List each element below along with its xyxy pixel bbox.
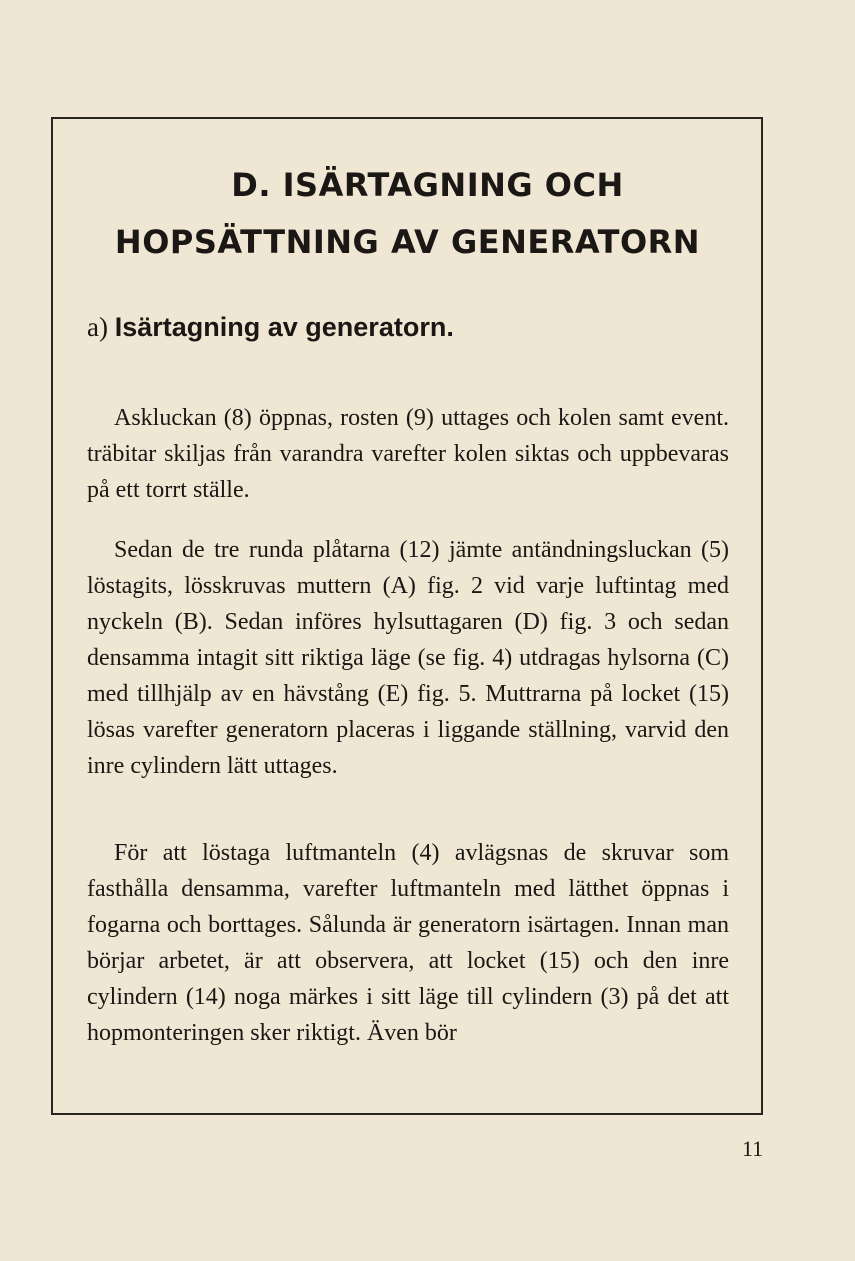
page-number: 11 <box>742 1136 764 1161</box>
paragraph-3: För att löstaga luftmanteln (4) avlägsnas de skruvar som fasthålla densamma, varefter luftmanteln med lätthet öppnas i fogarna och borttages. Sålunda är generatorn isärtagen. Innan man börjar arbetet, är att observera, att locket (15) och den inre cylindern (14) noga märkes i sitt läge till cylindern (3) på det att hopmonteringen sker riktigt. Även bör <box>87 840 729 1046</box>
chapter-heading-line-2: HOPSÄTTNING AV GENERATORN <box>114 223 701 261</box>
paragraph-1: Askluckan (8) öppnas, rosten (9) uttages och kolen samt event. träbitar skiljas från varandra varefter kolen siktas och uppbevaras på ett torrt ställe. <box>87 405 729 503</box>
chapter-heading-line-1: D. ISÄRTAGNING OCH <box>231 166 624 204</box>
bottom-rule <box>51 1113 763 1115</box>
section-heading <box>87 312 454 343</box>
section-label: a) <box>87 312 108 342</box>
paragraph-2: Sedan de tre runda plåtarna (12) jämte antändningsluckan (5) löstagits, lösskruvas muttern (A) fig. 2 vid varje luftintag med nyckeln (B). Sedan införes hylsuttagaren (D) fig. 3 och sedan densamma intagit sitt riktiga läge (se fig. 4) utdragas hylsorna (C) med tillhjälp av en hävstång (E) fig. 5. Muttrarna på locket (15) lösas varefter generatorn placeras i liggande ställning, varvid den inre cylindern lätt uttages. <box>87 537 729 779</box>
section-title: Isärtagning av generatorn. <box>114 312 454 342</box>
